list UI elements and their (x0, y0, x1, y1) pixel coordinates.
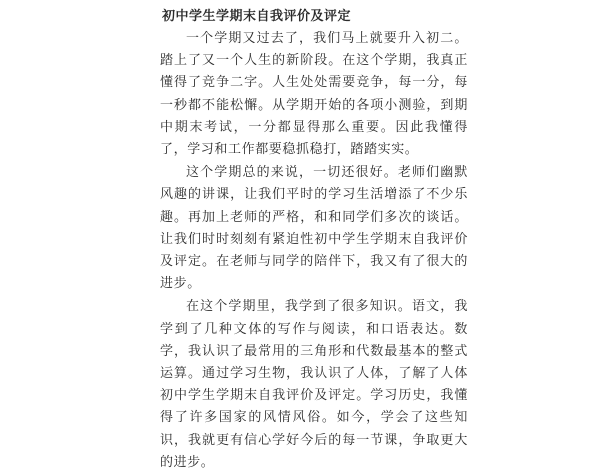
paragraph-1: 一个学期又过去了，我们马上就要升入初二。踏上了又一个人生的新阶段。在这个学期，我真正懂得了竞争二字。人生处处需要竞争，每一分，每一秒都不能松懈。从学期开始的各项小测验，到期中期末考试，一分都显得那么重要。因此我懂得了，学习和工作都要稳抓稳打，踏踏实实。 (160, 31, 468, 158)
paragraph-2: 这个学期总的来说，一切还很好。老师们幽默风趣的讲课，让我们平时的学习生活增添了不少乐趣。再加上老师的严格，和和同学们多次的谈话。让我们时时刻刻有紧迫性初中学生学期末自我评价及评定。在老师与同学的陪伴下，我又有了很大的进步。 (160, 165, 468, 292)
document-title: 初中学生学期末自我评价及评定 (162, 9, 352, 24)
paragraph-3: 在这个学期里，我学到了很多知识。语文，我学到了几种文体的写作与阅读，和口语表达。数学，我认识了最常用的三角形和代数最基本的整式运算。通过学习生物，我认识了人体，了解了人体初中学生学期末自我评价及评定。学习历史，我懂得了许多国家的风情风俗。如今，学会了这些知识，我就更有信心学好今后的每一节课，争取更大的进步。 (160, 299, 468, 470)
